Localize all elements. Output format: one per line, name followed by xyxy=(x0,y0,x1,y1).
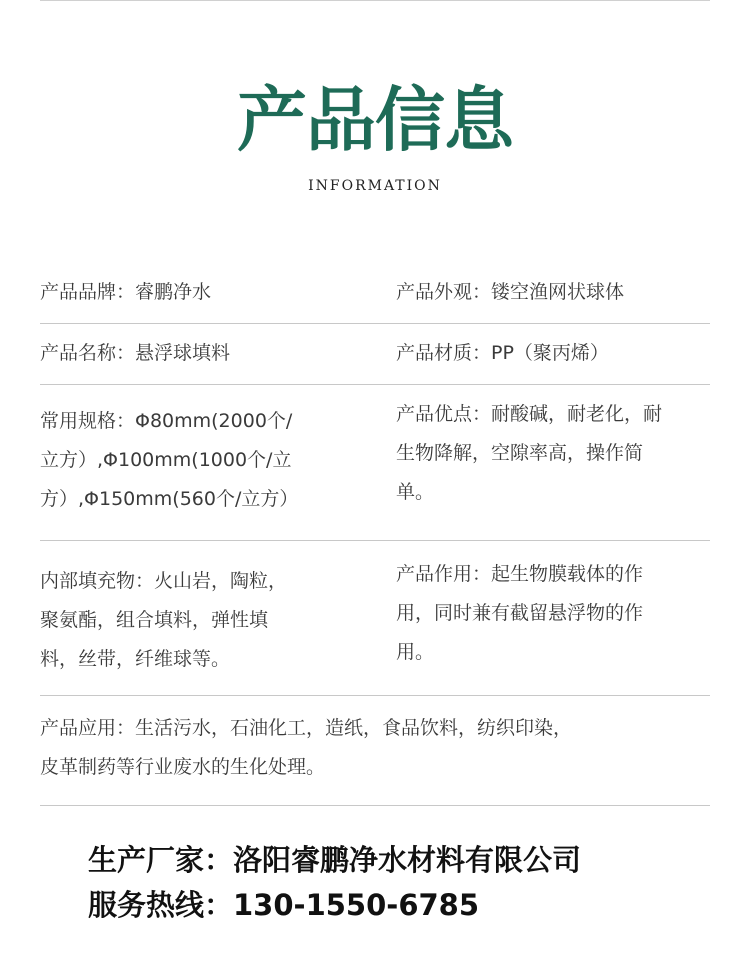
product-advantages-line: 产品优点：耐酸碱，耐老化，耐 xyxy=(396,403,663,425)
top-divider xyxy=(40,0,710,1)
inner-fillers-line: 内部填充物：火山岩，陶粒， xyxy=(40,570,288,592)
product-function-line: 用，同时兼有截留悬浮物的作 xyxy=(396,602,644,624)
product-material xyxy=(396,334,609,373)
product-advantages-line: 单。 xyxy=(396,481,435,503)
product-application-line: 产品应用：生活污水，石油化工，造纸，食品饮料，纺织印染， xyxy=(40,717,573,739)
inner-fillers xyxy=(40,562,287,679)
product-application xyxy=(40,709,572,787)
row-divider xyxy=(40,695,710,696)
inner-fillers-line: 料，丝带，纤维球等。 xyxy=(40,648,231,670)
product-advantages-line: 生物降解，空隙率高，操作简 xyxy=(396,442,644,464)
product-brand-line: 产品品牌：睿鹏净水 xyxy=(40,281,212,303)
page-title: 产品信息 xyxy=(237,78,513,161)
service-hotline: 服务热线：130-1550-6785 xyxy=(88,888,480,922)
row-divider xyxy=(40,805,710,806)
product-name-line: 产品名称：悬浮球填料 xyxy=(40,342,231,364)
page-subtitle: INFORMATION xyxy=(308,178,442,194)
inner-fillers-line: 聚氨酯，组合填料，弹性填 xyxy=(40,609,269,631)
product-material-line: 产品材质：PP（聚丙烯） xyxy=(396,342,609,364)
common-specs-line: 方）,Φ150mm(560个/立方） xyxy=(40,488,299,510)
manufacturer: 生产厂家：洛阳睿鹏净水材料有限公司 xyxy=(88,843,582,877)
product-function-line: 用。 xyxy=(396,641,435,663)
row-divider xyxy=(40,384,710,385)
product-name xyxy=(40,334,230,373)
product-appearance-line: 产品外观：镂空渔网状球体 xyxy=(396,281,625,303)
common-specs-line: 常用规格：Φ80mm(2000个/ xyxy=(40,410,293,432)
common-specs xyxy=(40,402,298,519)
product-advantages xyxy=(396,395,662,512)
common-specs-line: 立方）,Φ100mm(1000个/立 xyxy=(40,449,292,471)
product-brand xyxy=(40,273,211,312)
product-function xyxy=(396,555,643,672)
product-appearance xyxy=(396,273,624,312)
row-divider xyxy=(40,540,710,541)
product-application-line: 皮革制药等行业废水的生化处理。 xyxy=(40,756,326,778)
product-function-line: 产品作用：起生物膜载体的作 xyxy=(396,563,644,585)
row-divider xyxy=(40,323,710,324)
